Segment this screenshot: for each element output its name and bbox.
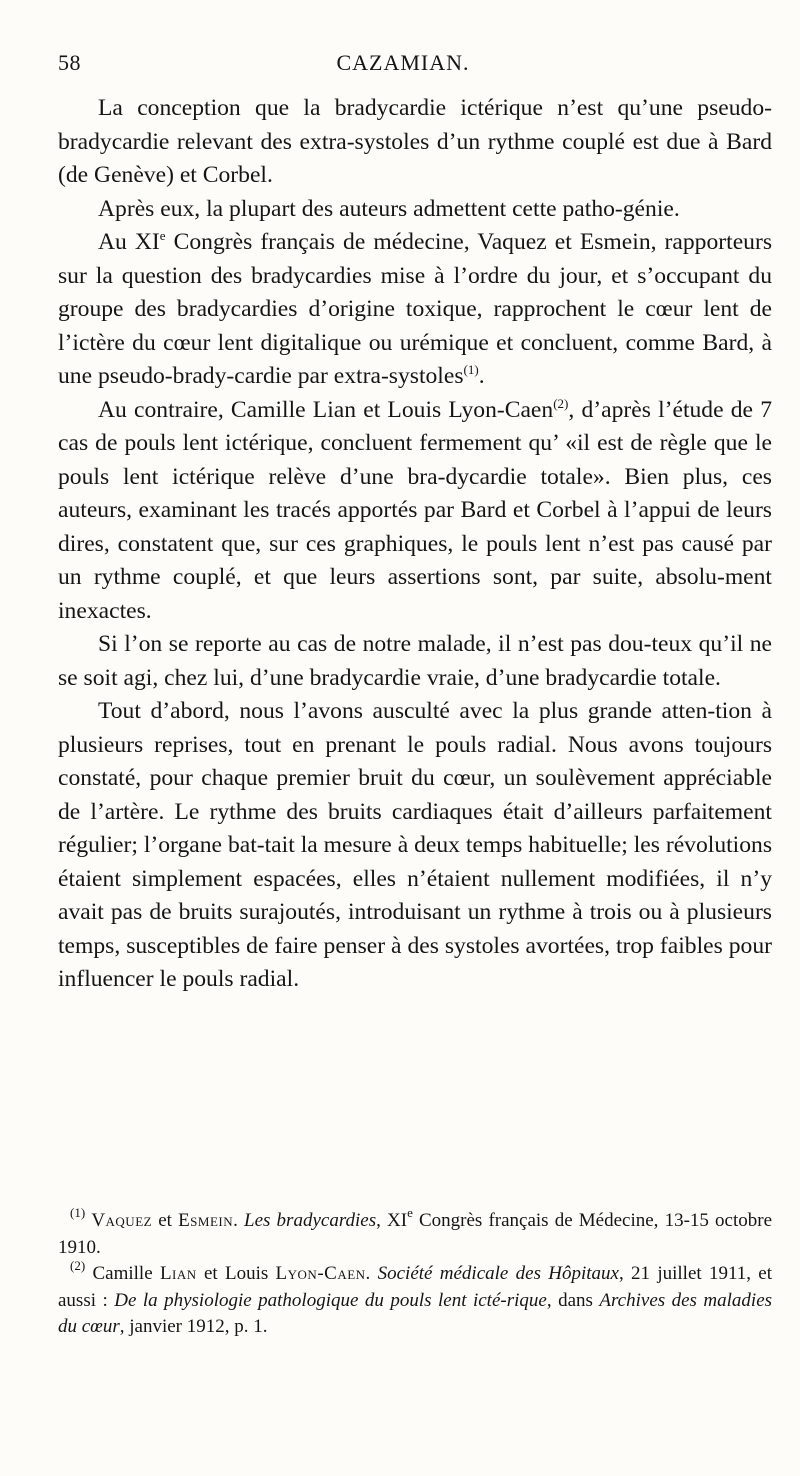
- text-run: .: [365, 1263, 378, 1284]
- text-run: et Louis: [196, 1263, 276, 1284]
- paragraph: [58, 92, 772, 193]
- author-name: Esmein: [178, 1210, 234, 1231]
- italic-title: De la physiologie pathologique du pouls lent icté-rique: [114, 1289, 547, 1311]
- superscript: (1): [70, 1205, 86, 1220]
- author-name: Vaquez: [91, 1210, 153, 1231]
- superscript: (2): [553, 395, 569, 411]
- text-run: La conception que la bradycardie ictérique n’est qu’une pseudo-bradycardie relevant des extra-systoles d’un rythme couplé est due à Bard (de Genève) et Corbel.: [58, 95, 772, 188]
- text-run: , dans: [546, 1289, 600, 1311]
- footnote: [58, 1205, 772, 1261]
- paragraph: [58, 695, 772, 997]
- paragraph: [58, 394, 772, 629]
- text-run: Tout d’abord, nous l’avons ausculté avec la plus grande atten-tion à plusieurs reprises, tout en prenant le pouls radial. Nous avons toujours constaté, pour chaque premier bruit du cœur, un soulèvement appréciable de l’artère. Le rythme des bruits cardiaques était d’ailleurs parfaitement régulier; l’organe bat-tait la mesure à deux temps habituelle; les révolutions étaient simplement espacées, elles n’étaient nullement modifiées, il n’y avait pas de bruits surajoutés, introduisant un rythme à trois ou à plusieurs temps, susceptibles de faire penser à des systoles avortées, trop faibles pour influencer le pouls radial.: [58, 698, 772, 992]
- text-run: , XI: [376, 1210, 408, 1231]
- text-run: Camille: [85, 1263, 160, 1284]
- page-header: [58, 50, 748, 80]
- author-name: Lian: [159, 1263, 197, 1284]
- superscript: e: [159, 228, 166, 243]
- superscript: (1): [463, 362, 479, 377]
- text-run: Après eux, la plupart des auteurs admettent cette patho-génie.: [98, 195, 680, 222]
- author-name: Lyon-Caen: [275, 1263, 366, 1284]
- text-run: Au contraire, Camille Lian et Louis Lyon-Caen: [98, 396, 554, 423]
- text-run: , janvier 1912, p. 1.: [119, 1316, 268, 1337]
- footnote: [58, 1258, 773, 1341]
- text-run: Au XI: [98, 229, 160, 255]
- text-run: .: [478, 363, 485, 389]
- italic-title: Société médicale des Hôpitaux: [377, 1263, 619, 1284]
- text-run: , d’après l’étude de 7 cas de pouls lent ictérique, concluent fermement qu’ «il est de règle que le pouls lent ictérique relève d’une bra-dycardie totale». Bien plus, ces auteurs, examinant les tracés apportés par Bard et Corbel à l’appui de leurs dires, constatent que, sur ces graphiques, le pouls lent n’est pas causé par un rythme couplé, et que leurs assertions sont, par suite, absolu-ment inexactes.: [58, 396, 773, 624]
- paragraph: [58, 193, 772, 227]
- text-run: Si l’on se reporte au cas de notre malade, il n’est pas dou-teux qu’il ne se soit agi, chez lui, d’une bradycardie vraie, d’une bradycardie totale.: [58, 631, 772, 691]
- text-run: Congrès français de médecine, Vaquez et Esmein, rapporteurs sur la question des bradycardies mise à l’ordre du jour, et s’occupant du groupe des bradycardies d’origine toxique, rapprochent le cœur lent de l’ictère du cœur lent digitalique ou urémique et concluent, comme Bard, à une pseudo-brady-cardie par extra-systoles: [58, 229, 773, 389]
- superscript: (2): [70, 1258, 86, 1273]
- body-text: [58, 92, 772, 997]
- paragraph: [58, 226, 772, 394]
- text-run: Congrès français de Médecine, 13-15 octobre 1910.: [58, 1210, 772, 1258]
- superscript: e: [407, 1205, 413, 1220]
- page-number: 58: [58, 50, 81, 75]
- footnotes: [58, 1205, 773, 1341]
- running-head: CAZAMIAN.: [336, 50, 470, 75]
- italic-title: Archives des maladies du cœur: [58, 1289, 773, 1337]
- text-run: , 21 juillet 1911, et aussi :: [58, 1263, 773, 1311]
- italic-title: Les bradycardies: [244, 1210, 377, 1231]
- text-run: et: [152, 1210, 179, 1231]
- text-run: .: [233, 1210, 245, 1231]
- paragraph: [58, 628, 772, 695]
